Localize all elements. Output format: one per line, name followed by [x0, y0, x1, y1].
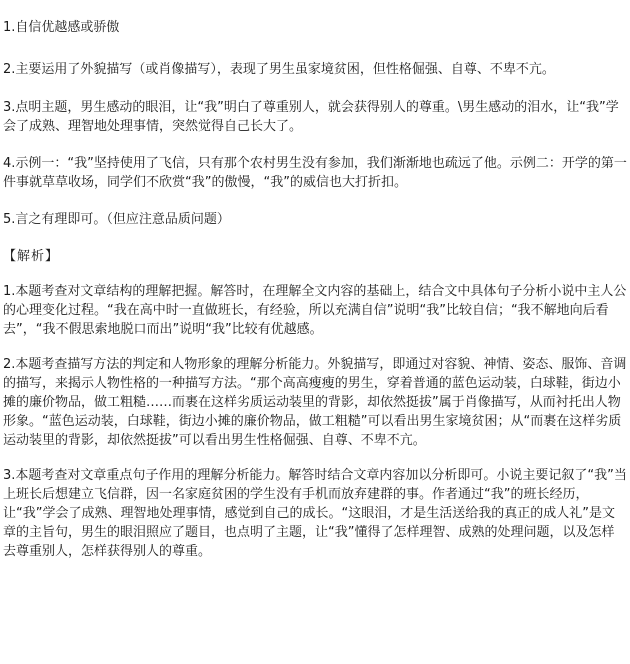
analysis-1-text: 本题考查对文章结构的理解把握。解答时，在理解全文内容的基础上，结合文中具体句子分析小说中主人公的心理变化过程。“我在高中时一直做班长，有经验，所以充满自信”说明“我”比较自信；“我不解地向后看去”，“我不假思索地脱口而出”说明“我”比较有优越感。 — [3, 284, 627, 337]
analysis-2-number: 2. — [3, 357, 16, 372]
answer-3-text: 点明主题，男生感动的眼泪，让“我”明白了尊重别人，就会获得别人的尊重。\男生感动的泪水，让“我”学会了成熟、理智地处理事情，突然觉得自己长大了。 — [3, 100, 619, 134]
analysis-3 — [3, 466, 627, 561]
analysis-1 — [3, 282, 627, 339]
answer-5-number: 5. — [3, 212, 16, 227]
answer-2-text: 主要运用了外貌描写（或肖像描写），表现了男生虽家境贫困，但性格倔强、自尊、不卑不亢。 — [15, 62, 555, 77]
analysis-3-text: 本题考查对文章重点句子作用的理解分析能力。解答时结合文章内容加以分析即可。小说主要记叙了“我”当上班长后想建立飞信群，因一名家庭贫困的学生没有手机而放弃建群的事。作者通过“我”的班长经历，让“我”学会了成熟、理智地处理事情，感觉到自己的成长。“这眼泪，才是生活送给我的真正的成人礼”是文章的主旨句，男生的眼泪照应了题目，也点明了主题，让“我”懂得了怎样理智、成熟的处理问题，以及怎样去尊重别人，怎样获得别人的尊重。 — [3, 468, 627, 559]
answer-3-number: 3. — [3, 100, 16, 115]
answer-1-text: 自信优越感或骄傲 — [15, 20, 120, 35]
analysis-heading: 【解析】 — [3, 249, 60, 264]
answer-3 — [3, 98, 627, 136]
analysis-2 — [3, 355, 627, 450]
answer-2 — [3, 60, 627, 79]
analysis-2-text: 本题考查描写方法的判定和人物形象的理解分析能力。外貌描写，即通过对容貌、神情、姿态、服饰、音调的描写，来揭示人物性格的一种描写方法。“那个高高瘦瘦的男生，穿着普通的蓝色运动装，白球鞋，街边小摊的廉价物品，做工粗糙……而裹在这样劣质运动装里的背影，却依然挺拔”属于肖像描写，从而衬托出人物形象。“蓝色运动装，白球鞋，街边小摊的廉价物品，做工粗糙”可以看出男生家境贫困；从“而裹在这样劣质运动装里的背影，却依然挺拔”可以看出男生性格倔强、自尊、不卑不亢。 — [3, 357, 627, 448]
analysis-3-number: 3. — [3, 468, 16, 483]
answer-5 — [3, 210, 627, 229]
analysis-1-number: 1. — [3, 284, 16, 299]
answer-1-number: 1. — [3, 20, 16, 35]
answer-document — [3, 18, 627, 561]
answer-5-text: 言之有理即可。（但应注意品质问题） — [15, 212, 230, 227]
answer-4-text: 示例一：“我”坚持使用了飞信，只有那个农村男生没有参加，我们渐渐地也疏远了他。示例二：开学的第一件事就草草收场，同学们不欣赏“我”的傲慢，“我”的威信也大打折扣。 — [3, 156, 627, 190]
answer-1 — [3, 18, 627, 37]
answer-2-number: 2. — [3, 62, 16, 77]
answer-4 — [3, 154, 627, 192]
answer-4-number: 4. — [3, 156, 16, 171]
